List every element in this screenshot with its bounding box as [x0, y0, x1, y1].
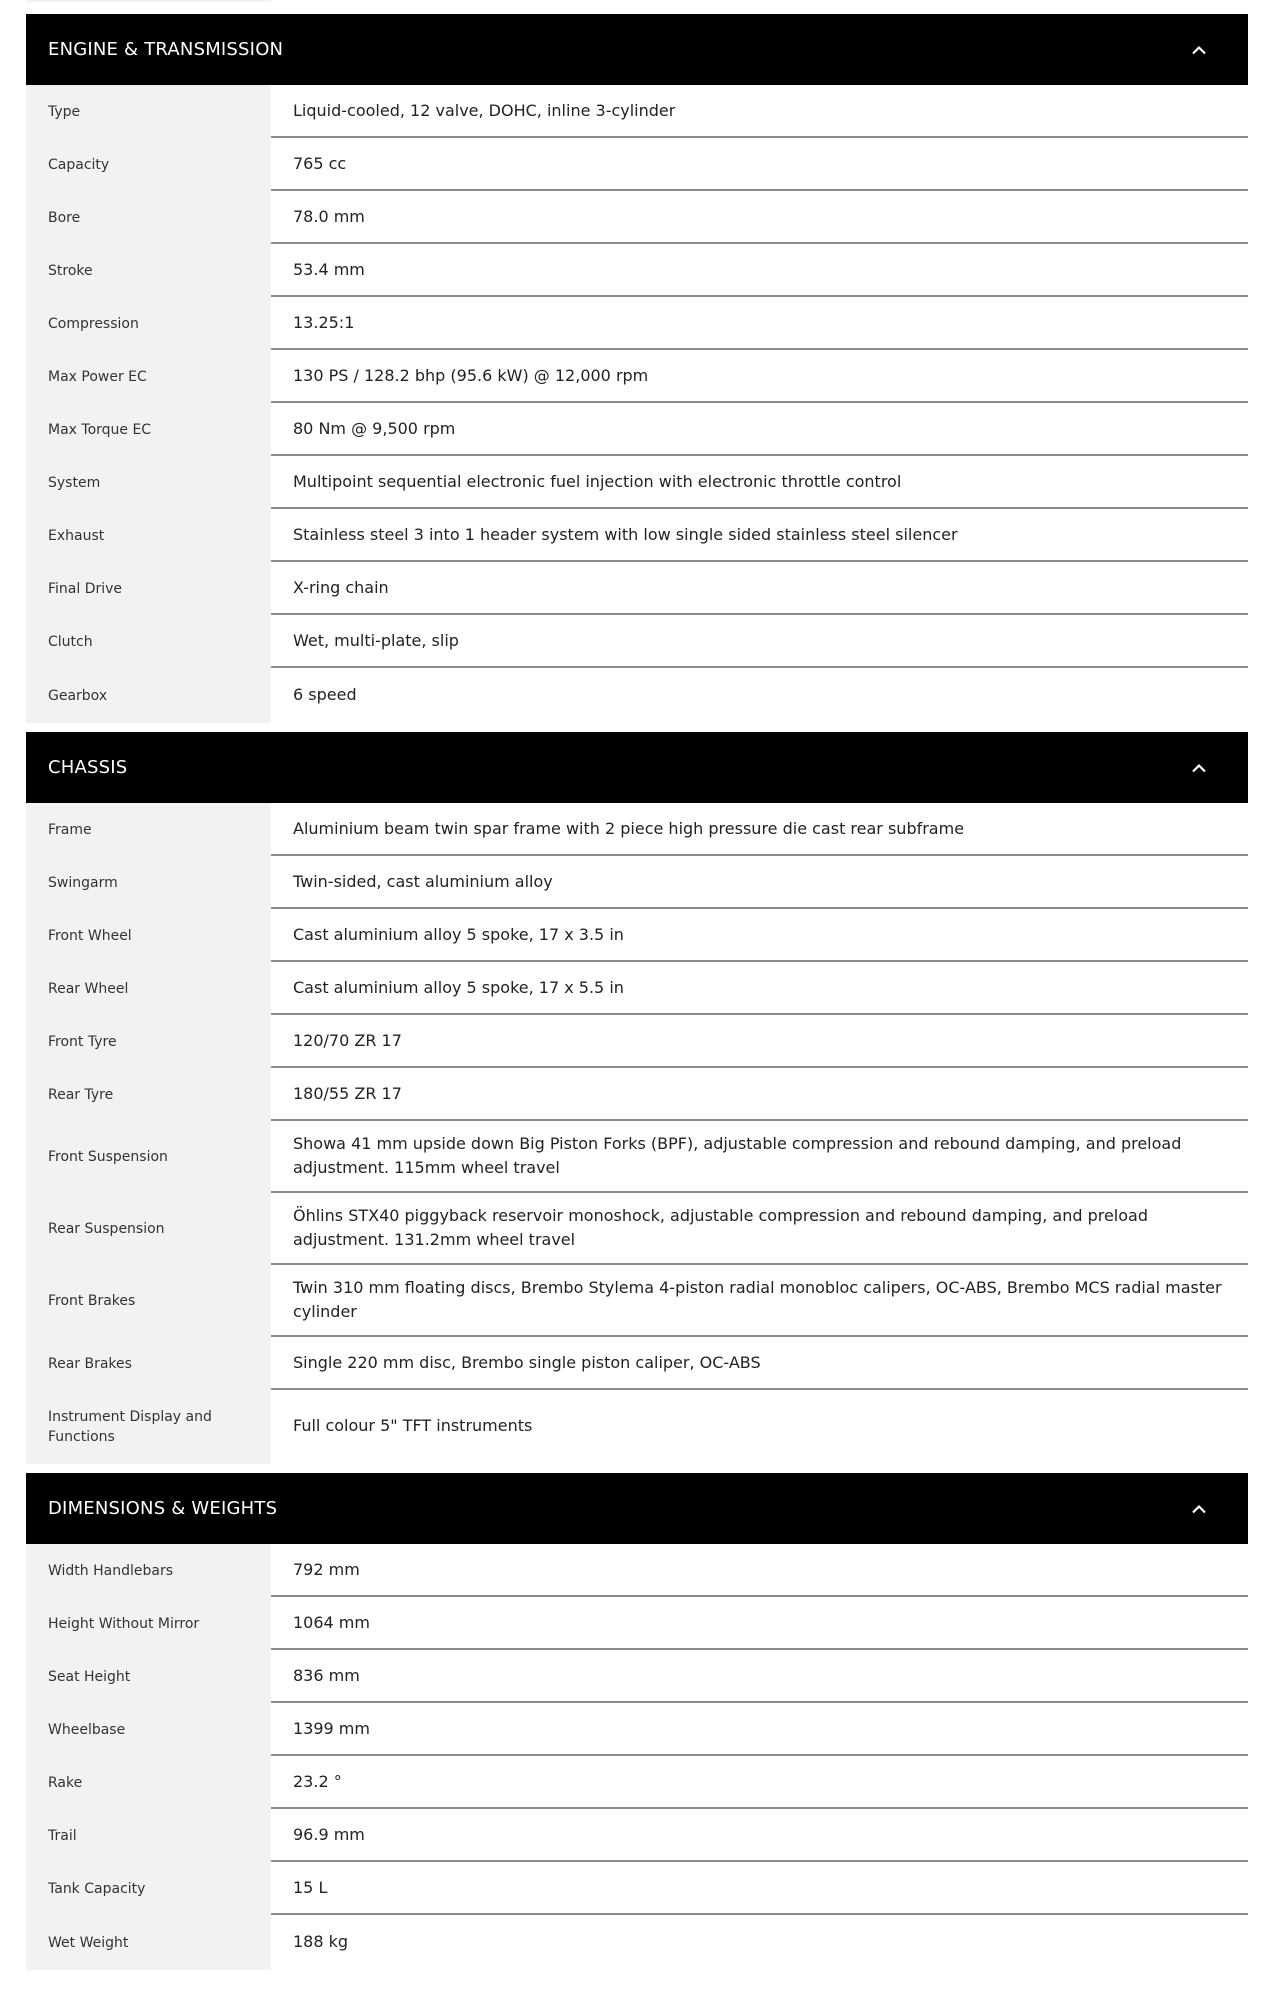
previous-section-stub	[26, 0, 271, 2]
spec-row-rear-suspension	[26, 1193, 1248, 1265]
spec-row-stroke	[26, 244, 1248, 297]
spec-label: Width Handlebars	[26, 1544, 271, 1597]
chevron-up-icon[interactable]	[1190, 759, 1208, 777]
spec-row-seat-height	[26, 1650, 1248, 1703]
spec-row-front-tyre	[26, 1015, 1248, 1068]
spec-label: Wheelbase	[26, 1703, 271, 1756]
spec-label: Final Drive	[26, 562, 271, 615]
spec-row-system	[26, 456, 1248, 509]
spec-row-max-torque	[26, 403, 1248, 456]
spec-row-rear-tyre	[26, 1068, 1248, 1121]
spec-value: 13.25:1	[293, 312, 355, 332]
spec-label: Clutch	[26, 615, 271, 668]
spec-row-rear-brakes	[26, 1337, 1248, 1390]
spec-label: Seat Height	[26, 1650, 271, 1703]
spec-label: Front Suspension	[26, 1121, 271, 1193]
section-title: DIMENSIONS & WEIGHTS	[48, 1498, 278, 1519]
spec-label: Trail	[26, 1809, 271, 1862]
spec-label: Stroke	[26, 244, 271, 297]
spec-label: Rake	[26, 1756, 271, 1809]
spec-label: Front Tyre	[26, 1015, 271, 1068]
spec-row-type	[26, 85, 1248, 138]
spec-value: 53.4 mm	[293, 259, 365, 279]
spec-label: Rear Brakes	[26, 1337, 271, 1390]
spec-value: Cast aluminium alloy 5 spoke, 17 x 5.5 in	[293, 977, 624, 997]
section-chassis	[26, 732, 1248, 1462]
spec-value: X-ring chain	[293, 577, 389, 597]
section-engine-transmission	[26, 14, 1248, 721]
spec-value: Aluminium beam twin spar frame with 2 piece high pressure die cast rear subframe	[293, 818, 965, 838]
spec-label: Type	[26, 85, 271, 138]
spec-row-clutch	[26, 615, 1248, 668]
spec-label: Gearbox	[26, 668, 271, 723]
spec-row-gearbox	[26, 668, 1248, 721]
spec-label: Rear Suspension	[26, 1193, 271, 1265]
spec-row-front-suspension	[26, 1121, 1248, 1193]
spec-value: Cast aluminium alloy 5 spoke, 17 x 3.5 in	[293, 924, 624, 944]
spec-row-frame	[26, 803, 1248, 856]
spec-value: Twin 310 mm floating discs, Brembo Stylema 4-piston radial monobloc calipers, OC-ABS, Brembo MCS radial master cylinder	[293, 1278, 1222, 1321]
spec-value: Twin-sided, cast aluminium alloy	[293, 871, 553, 891]
spec-label: Swingarm	[26, 856, 271, 909]
section-title: ENGINE & TRANSMISSION	[48, 39, 284, 60]
spec-row-height-without-mirror	[26, 1597, 1248, 1650]
spec-value: 78.0 mm	[293, 206, 365, 226]
spec-label: Instrument Display and Functions	[26, 1390, 271, 1464]
spec-row-capacity	[26, 138, 1248, 191]
spec-row-wet-weight	[26, 1915, 1248, 1968]
spec-value: Full colour 5" TFT instruments	[293, 1416, 533, 1435]
spec-row-compression	[26, 297, 1248, 350]
spec-label: Compression	[26, 297, 271, 350]
chevron-up-icon[interactable]	[1190, 41, 1208, 59]
spec-value: 792 mm	[293, 1559, 360, 1579]
section-title: CHASSIS	[48, 757, 128, 778]
section-header-dimensions-weights[interactable]	[26, 1473, 1248, 1544]
spec-value: Single 220 mm disc, Brembo single piston caliper, OC-ABS	[293, 1352, 761, 1372]
spec-value: Liquid-cooled, 12 valve, DOHC, inline 3-cylinder	[293, 100, 676, 120]
chevron-up-icon[interactable]	[1190, 1500, 1208, 1518]
spec-value: 180/55 ZR 17	[293, 1083, 402, 1103]
spec-label: Tank Capacity	[26, 1862, 271, 1915]
spec-value: 1399 mm	[293, 1718, 370, 1738]
spec-value: 80 Nm @ 9,500 rpm	[293, 418, 456, 438]
spec-row-bore	[26, 191, 1248, 244]
spec-row-swingarm	[26, 856, 1248, 909]
spec-value: 1064 mm	[293, 1612, 370, 1632]
spec-label: Wet Weight	[26, 1915, 271, 1970]
spec-value: 6 speed	[293, 684, 357, 704]
spec-row-rake	[26, 1756, 1248, 1809]
spec-label: Max Torque EC	[26, 403, 271, 456]
spec-row-instrument-display	[26, 1390, 1248, 1462]
section-header-chassis[interactable]	[26, 732, 1248, 803]
spec-label: Bore	[26, 191, 271, 244]
spec-label: Front Brakes	[26, 1265, 271, 1337]
spec-label: Front Wheel	[26, 909, 271, 962]
spec-value: 120/70 ZR 17	[293, 1030, 402, 1050]
section-dimensions-weights	[26, 1473, 1248, 1968]
spec-label: Exhaust	[26, 509, 271, 562]
spec-row-front-brakes	[26, 1265, 1248, 1337]
spec-label: Frame	[26, 803, 271, 856]
spec-value: 23.2 °	[293, 1771, 342, 1791]
spec-label: Rear Wheel	[26, 962, 271, 1015]
spec-row-max-power	[26, 350, 1248, 403]
spec-value: 96.9 mm	[293, 1824, 365, 1844]
spec-label: Capacity	[26, 138, 271, 191]
spec-row-exhaust	[26, 509, 1248, 562]
spec-value: 188 kg	[293, 1931, 349, 1951]
spec-row-trail	[26, 1809, 1248, 1862]
spec-value: Multipoint sequential electronic fuel injection with electronic throttle control	[293, 471, 902, 491]
spec-row-final-drive	[26, 562, 1248, 615]
section-header-engine-transmission[interactable]	[26, 14, 1248, 85]
spec-label: Max Power EC	[26, 350, 271, 403]
spec-value: 836 mm	[293, 1665, 360, 1685]
spec-label: Rear Tyre	[26, 1068, 271, 1121]
spec-value: Showa 41 mm upside down Big Piston Forks (BPF), adjustable compression and rebound damping, and preload adjustment. 115mm wheel travel	[293, 1134, 1182, 1177]
spec-page	[26, 14, 1248, 1979]
spec-value: 130 PS / 128.2 bhp (95.6 kW) @ 12,000 rpm	[293, 365, 649, 385]
spec-row-width-handlebars	[26, 1544, 1248, 1597]
spec-value: Öhlins STX40 piggyback reservoir monoshock, adjustable compression and rebound damping, and preload adjustment. 131.2mm wheel travel	[293, 1206, 1148, 1249]
spec-label: Height Without Mirror	[26, 1597, 271, 1650]
spec-label: System	[26, 456, 271, 509]
spec-value: Wet, multi-plate, slip	[293, 630, 459, 650]
spec-value: 15 L	[293, 1877, 328, 1897]
spec-value: Stainless steel 3 into 1 header system with low single sided stainless steel silencer	[293, 524, 958, 544]
spec-row-rear-wheel	[26, 962, 1248, 1015]
spec-row-wheelbase	[26, 1703, 1248, 1756]
spec-row-front-wheel	[26, 909, 1248, 962]
spec-row-tank-capacity	[26, 1862, 1248, 1915]
spec-value: 765 cc	[293, 153, 347, 173]
